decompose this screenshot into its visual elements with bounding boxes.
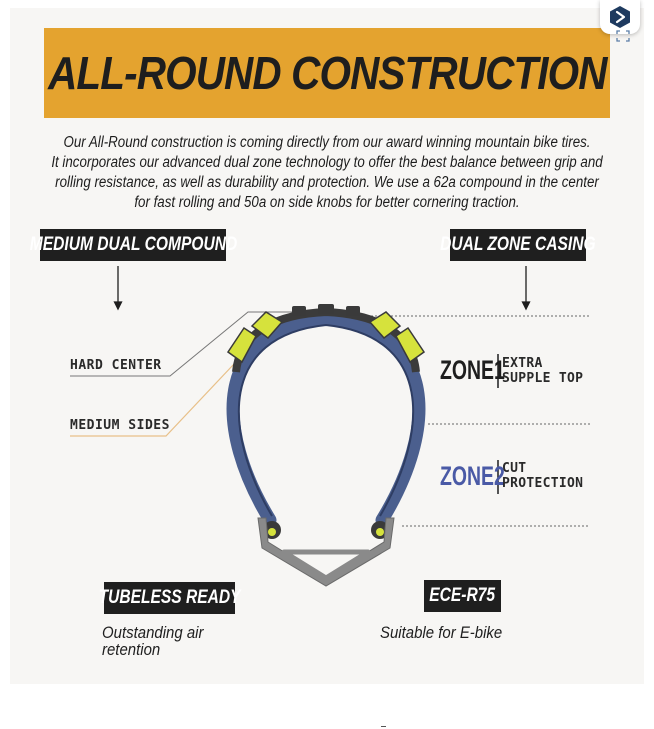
zone2-description bbox=[502, 461, 583, 491]
divider-mark bbox=[381, 726, 386, 727]
casing-arrow bbox=[523, 266, 530, 309]
zone1-description bbox=[502, 356, 583, 386]
tubeless-caption-line: Outstanding air bbox=[102, 623, 204, 642]
zone2-desc-line: CUT bbox=[502, 461, 527, 476]
ece-tag bbox=[424, 580, 501, 612]
intro-line: rolling resistance, as well as durability and protection. We use a 62a compound in the center bbox=[55, 174, 599, 191]
tubeless-caption bbox=[102, 624, 203, 658]
assistant-logo-icon bbox=[609, 5, 631, 29]
tire-casing bbox=[233, 318, 419, 520]
expand-icon[interactable] bbox=[616, 30, 630, 42]
intro-line: It incorporates our advanced dual zone technology to offer the best balance between grip and bbox=[51, 154, 603, 171]
compound-tag-label: MEDIUM DUAL COMPOUND bbox=[29, 234, 237, 255]
compound-arrow bbox=[115, 266, 122, 309]
medium-sides-label: MEDIUM SIDES bbox=[70, 418, 170, 433]
zone2-desc-line: PROTECTION bbox=[502, 476, 584, 491]
assistant-button[interactable] bbox=[600, 0, 640, 34]
tubeless-caption-line: retention bbox=[102, 640, 161, 659]
banner-title: ALL-ROUND CONSTRUCTION bbox=[47, 47, 607, 99]
ece-tag-label: ECE-R75 bbox=[429, 585, 496, 606]
zone1-title: ZONE1 bbox=[440, 355, 505, 385]
casing-tag-label: DUAL ZONE CASING bbox=[440, 234, 596, 255]
zone1-desc-line: SUPPLE TOP bbox=[502, 371, 584, 386]
tire-casing-inner bbox=[239, 325, 413, 516]
ece-caption: Suitable for E-bike bbox=[380, 623, 503, 642]
zone2-title: ZONE2 bbox=[440, 461, 505, 491]
tubeless-tag bbox=[98, 582, 241, 614]
zone1-desc-line: EXTRA bbox=[502, 356, 543, 371]
intro-line: Our All-Round construction is coming directly from our award winning mountain bike tires. bbox=[63, 134, 591, 151]
tire-beads bbox=[263, 521, 389, 539]
hard-center-label: HARD CENTER bbox=[70, 358, 162, 373]
tubeless-tag-label: TUBELESS READY bbox=[98, 587, 241, 608]
intro-line: for fast rolling and 50a on side knobs for better cornering traction. bbox=[134, 194, 520, 211]
